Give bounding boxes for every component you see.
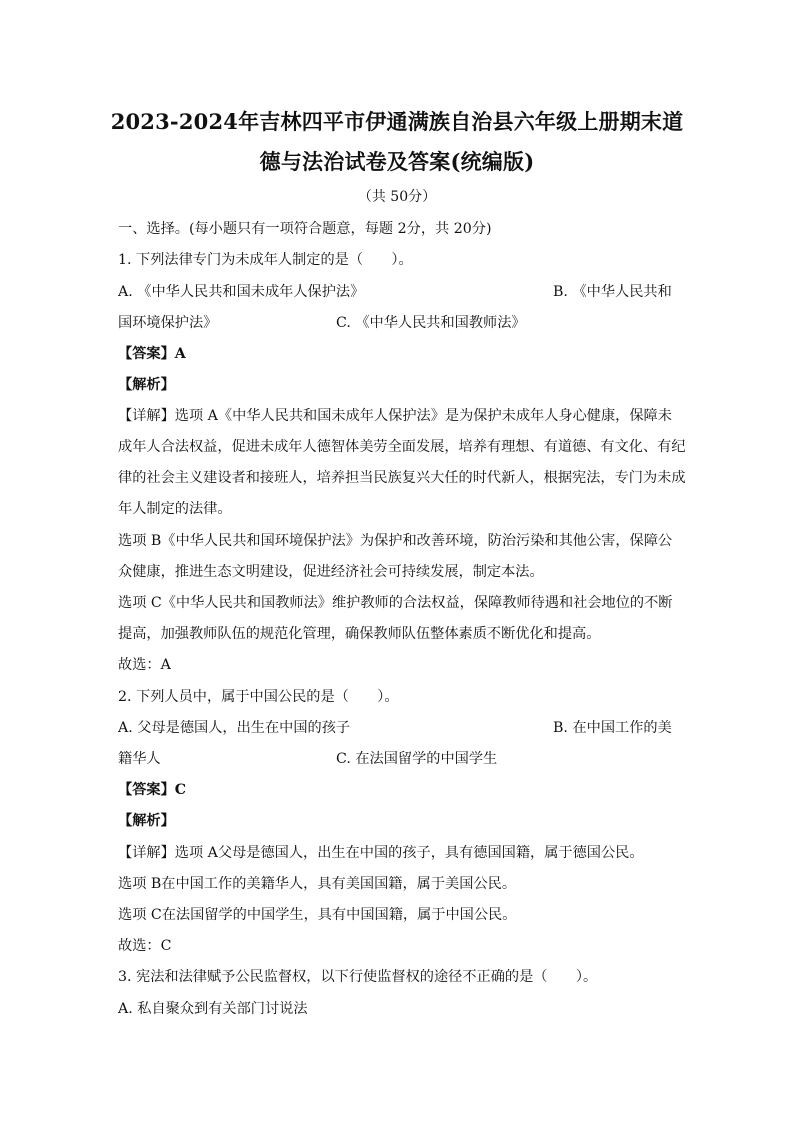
question-1-detail-line: 选项 B《中华人民共和国环境保护法》为保护和改善环境，防治污染和其他公害，保障公 (118, 533, 673, 549)
question-2-analysis-label: 【解析】 (118, 813, 175, 829)
question-2-conclusion: 故选：C (118, 938, 172, 954)
question-2-option-b-cont: 籍华人 (118, 751, 161, 767)
document-title-line2: 德与法治试卷及答案(统编版) (259, 149, 535, 174)
question-1-answer: 【答案】A (118, 346, 186, 362)
question-1-option-c: C. 《中华人民共和国教师法》 (336, 315, 526, 331)
question-1-detail-line: 年人制定的法律。 (118, 501, 232, 517)
question-1-option-b-cont: 国环境保护法》 (118, 315, 218, 331)
question-1-option-a: A. 《中华人民共和国未成年人保护法》 (118, 284, 365, 300)
question-2-option-a: A. 父母是德国人，出生在中国的孩子 (118, 720, 351, 736)
question-2-stem: 2. 下列人员中，属于中国公民的是（ ）。 (118, 689, 399, 705)
document-title-line1: 2023-2024年吉林四平市伊通满族自治县六年级上册期末道 (110, 109, 684, 134)
question-2-detail-line: 选项 B在中国工作的美籍华人，具有美国国籍，属于美国公民。 (118, 876, 517, 892)
question-2-answer: 【答案】C (118, 782, 187, 798)
question-1-conclusion: 故选：A (118, 657, 171, 673)
question-2-option-c: C. 在法国留学的中国学生 (336, 751, 498, 767)
question-2-option-b: B. 在中国工作的美 (553, 720, 672, 736)
section-heading: 一、选择。(每小题只有一项符合题意，每题 2分，共 20分) (118, 221, 492, 237)
question-3-option-a: A. 私自聚众到有关部门讨说法 (118, 1001, 308, 1017)
question-1-detail-line: 提高，加强教师队伍的规范化管理，确保教师队伍整体素质不断优化和提高。 (118, 626, 601, 642)
question-1-detail-line: 众健康，推进生态文明建设，促进经济社会可持续发展，制定本法。 (118, 564, 544, 580)
question-3-stem: 3. 宪法和法律赋予公民监督权，以下行使监督权的途径不正确的是（ ）。 (118, 969, 598, 985)
question-1-stem: 1. 下列法律专门为未成年人制定的是（ ）。 (118, 252, 413, 268)
question-1-detail-line: 选项 C《中华人民共和国教师法》维护教师的合法权益，保障教师待遇和社会地位的不断 (118, 595, 673, 611)
question-1-detail-line: 【详解】选项 A《中华人民共和国未成年人保护法》是为保护未成年人身心健康，保障未 (118, 408, 672, 424)
question-1-analysis-label: 【解析】 (118, 377, 175, 393)
question-1-detail-line: 成年人合法权益，促进未成年人德智体美劳全面发展，培养有理想、有道德、有文化、有纪 (118, 439, 686, 455)
question-2-detail-line: 选项 C在法国留学的中国学生，具有中国国籍，属于中国公民。 (118, 907, 517, 923)
question-1-option-b: B. 《中华人民共和 (553, 284, 672, 300)
question-2-detail-line: 【详解】选项 A父母是德国人，出生在中国的孩子，具有德国国籍，属于德国公民。 (118, 845, 644, 861)
score-total: （共 50分） (357, 189, 437, 205)
question-1-detail-line: 律的社会主义建设者和接班人，培养担当民族复兴大任的时代新人，根据宪法，专门为未成 (118, 470, 686, 486)
